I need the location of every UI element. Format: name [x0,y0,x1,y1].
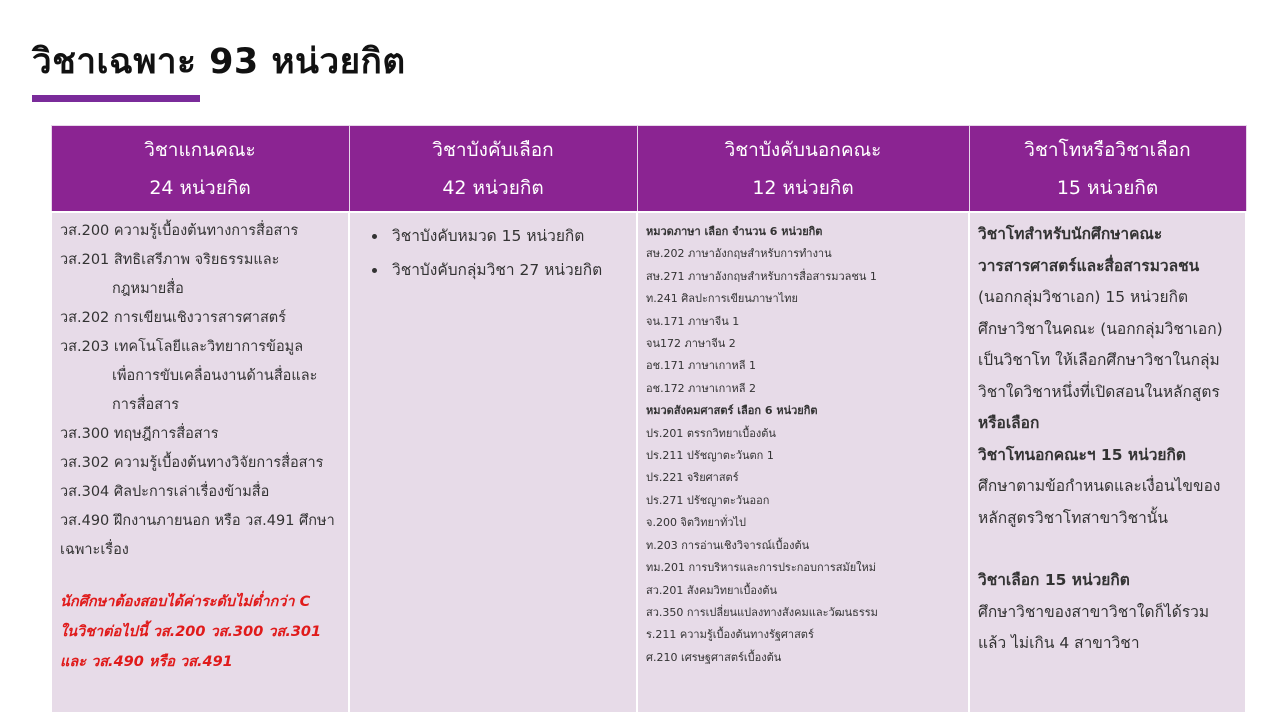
external-course-list [646,217,962,669]
external-course-item: จน172 ภาษาจีน 2 [646,337,736,351]
external-cell [637,212,969,713]
minor-text: เป็นวิชาโท ให้เลือกศึกษาวิชาในกลุ่ม [978,351,1220,369]
external-course-item: ปร.201 ตรรกวิทยาเบื้องต้น [646,426,776,440]
core-course-line: วส.300 ทฤษฎีการสื่อสาร [60,426,219,442]
core-course-line: เฉพาะเรื่อง [60,542,129,558]
minor-text: วิชาใดวิชาหนึ่งที่เปิดสอนในหลักสูตร [978,382,1220,401]
required-elective-cell [349,212,637,713]
elective-heading: วิชาเลือก 15 หน่วยกิต [978,571,1130,589]
header-external [637,126,969,213]
core-course-line: เพื่อการขับเคลื่อนงานด้านสื่อและ [112,368,318,384]
header-row [51,126,1246,213]
external-course-item: อช.172 ภาษาเกาหลี 2 [646,381,756,395]
external-course-item: ปร.271 ปรัชญาตะวันออก [646,493,770,507]
minor-text: (นอกกลุ่มวิชาเอก) 15 หน่วยกิต [978,288,1189,306]
header-minor-name: วิชาโทหรือวิชาเลือก [1024,138,1191,161]
content-row [51,212,1246,713]
core-course-line: วส.202 การเขียนเชิงวารสารศาสตร์ [60,310,287,326]
header-external-name: วิชาบังคับนอกคณะ [724,138,882,161]
core-course-line: วส.490 ฝึกงานภายนอก หรือ วส.491 ศึกษา [60,513,335,529]
external-course-item: สว.350 การเปลี่ยนแปลงทางสังคมและวัฒนธรรม [646,605,878,619]
header-minor [969,126,1246,213]
minor-or-label: หรือเลือก [978,414,1040,432]
minor-text: ศึกษาวิชาในคณะ (นอกกลุ่มวิชาเอก) [978,319,1223,338]
title-accent-bar [32,95,200,102]
core-cell [51,212,349,713]
minor-heading: วารสารศาสตร์และสื่อสารมวลชน [978,256,1200,275]
header-core [51,126,349,213]
header-required-elective [349,126,637,213]
external-course-item: จ.200 จิตวิทยาทั่วไป [646,516,747,530]
list-item: • วิชาบังคับกลุ่มวิชา 27 หน่วยกิต [388,253,630,287]
external-course-item: ปร.211 ปรัชญาตะวันตก 1 [646,449,774,463]
required-elective-list [358,219,630,287]
header-minor-credits: 15 หน่วยกิต [1056,176,1159,199]
external-course-item: สษ.271 ภาษาอังกฤษสำหรับการสื่อสารมวลชน 1 [646,269,877,283]
page-title: วิชาเฉพาะ 93 หน่วยกิต [32,42,406,82]
core-course-line: วส.201 สิทธิเสรีภาพ จริยธรรมและ [60,252,280,268]
core-course-line: วส.302 ความรู้เบื้องต้นทางวิจัยการสื่อสาร [60,455,324,471]
external-group-heading: หมวดภาษา เลือก จำนวน 6 หน่วยกิต [646,225,823,238]
minor-cell [969,212,1246,713]
core-course-line: วส.200 ความรู้เบื้องต้นทางการสื่อสาร [60,223,299,239]
external-course-item: ทม.201 การบริหารและการประกอบการสมัยใหม่ [646,561,877,575]
external-course-item: ท.203 การอ่านเชิงวิจารณ์เบื้องต้น [646,538,810,552]
external-course-item: ท.241 ศิลปะการเขียนภาษาไทย [646,292,798,306]
external-course-item: อช.171 ภาษาเกาหลี 1 [646,359,756,373]
elective-text: ศึกษาวิชาของสาขาวิชาใดก็ได้รวม [978,602,1210,621]
minor-external-heading: วิชาโทนอกคณะฯ 15 หน่วยกิต [978,445,1186,464]
core-course-line: การสื่อสาร [112,397,180,413]
core-course-list [60,217,342,565]
minor-text: หลักสูตรวิชาโทสาขาวิชานั้น [978,508,1169,527]
elective-text: แล้ว ไม่เกิน 4 สาขาวิชา [978,634,1140,652]
core-course-line: วส.304 ศิลปะการเล่าเรื่องข้ามสื่อ [60,484,270,500]
minor-description [978,217,1239,660]
spacer [978,534,1239,565]
core-course-line: วส.203 เทคโนโลยีและวิทยาการข้อมูล [60,339,304,355]
grade-note-line: ในวิชาต่อไปนี้ วส.200 วส.300 วส.301 [60,624,322,640]
external-course-item: จน.171 ภาษาจีน 1 [646,314,740,328]
external-course-item: สว.201 สังคมวิทยาเบื้องต้น [646,583,778,597]
core-course-line: กฎหมายสื่อ [112,281,184,297]
grade-requirement-note [60,587,342,677]
external-course-item: ปร.221 จริยศาสตร์ [646,471,739,485]
grade-note-line: นักศึกษาต้องสอบได้ค่าระดับไม่ต่ำกว่า C [60,594,311,610]
credits-table [50,125,1247,714]
external-course-item: ศ.210 เศรษฐศาสตร์เบื้องต้น [646,650,782,664]
external-course-item: ร.211 ความรู้เบื้องต้นทางรัฐศาสตร์ [646,628,814,642]
header-required-elective-name: วิชาบังคับเลือก [432,138,554,161]
external-group-heading: หมวดสังคมศาสตร์ เลือก 6 หน่วยกิต [646,404,818,418]
header-external-credits: 12 หน่วยกิต [752,176,854,199]
header-required-elective-credits: 42 หน่วยกิต [442,176,544,199]
list-item: • วิชาบังคับหมวด 15 หน่วยกิต [388,219,630,253]
header-core-credits: 24 หน่วยกิต [149,176,251,199]
external-course-item: สษ.202 ภาษาอังกฤษสำหรับการทำงาน [646,247,832,261]
minor-heading: วิชาโทสำหรับนักศึกษาคณะ [978,225,1163,243]
minor-text: ศึกษาตามข้อกำหนดและเงื่อนไขของ [978,477,1221,495]
grade-note-line: และ วส.490 หรือ วส.491 [60,654,233,670]
header-core-name: วิชาแกนคณะ [144,138,256,161]
